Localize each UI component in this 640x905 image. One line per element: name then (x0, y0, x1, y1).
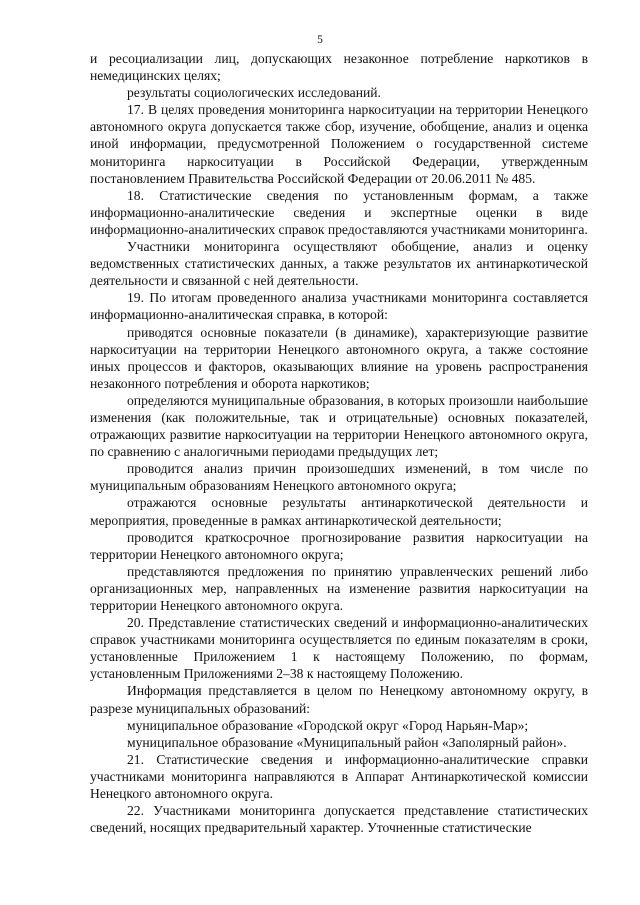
paragraph: Участники мониторинга осуществляют обобщение, анализ и оценку ведомственных статистических данных, а также результатов их антинаркотической деятельности и связанной с ней деятельности. (90, 239, 588, 289)
paragraph-item-18: 18. Статистические сведения по установленным формам, а также информационно-аналитические сведения и экспертные оценки в виде информационно-аналитических справок предоставляются участниками мониторинга. (90, 187, 588, 237)
list-item: определяются муниципальные образования, в которых произошли наибольшие изменения (как положительные, так и отрицательные) основных показателей, отражающих развитие наркоситуации на территории Ненецкого автономного округа, по сравнению с аналогичными периодами предыдущих лет; (90, 392, 588, 460)
list-item: муниципальное образование «Городской округ «Город Нарьян-Мар»; (127, 717, 529, 733)
paragraph-continuation: и ресоциализации лиц, допускающих незаконное потребление наркотиков в немедицинских целях; (90, 51, 588, 84)
paragraph-item-20: 20. Представление статистических сведений и информационно-аналитических справок участниками мониторинга осуществляется по единым показателям в сроки, установленные Приложением 1 к настоящему Положению, по формам, установленным Приложениями 2–38 к настоящему Положению. (90, 615, 588, 682)
paragraph: Информация представляется в целом по Ненецкому автономному округу, в разрезе муниципальных образований: (90, 683, 588, 716)
paragraph-item-22: 22. Участниками мониторинга допускается представление статистических сведений, носящих предварительный характер. Уточненные статистические (90, 803, 588, 836)
list-item: муниципальное образование «Муниципальный район «Заполярный район». (127, 734, 567, 750)
list-item: приводятся основные показатели (в динамике), характеризующие развитие наркоситуации на территории Ненецкого автономного округа, а также состояние иных процессов и факторов, оказывающих влияние на уровень распространения незаконного потребления и оборота наркотиков; (90, 324, 588, 391)
paragraph-item-17: 17. В целях проведения мониторинга наркоситуации на территории Ненецкого автономного округа допускается также сбор, изучение, обобщение, анализ и оценка иной информации, предусмотренной Положением о государственной системе мониторинга наркоситуации в Российской Федерации, утвержденным постановлением Правительства Российской Федерации от 20.06.2011 № 485. (90, 102, 588, 186)
list-item: отражаются основные результаты антинаркотической деятельности и мероприятия, проведенные в рамках антинаркотической деятельности; (90, 495, 588, 528)
page-number: 5 (317, 34, 323, 46)
document-body (90, 50, 588, 836)
paragraph-item-21: 21. Статистические сведения и информационно-аналитические справки участниками мониторинга направляются в Аппарат Антинаркотической комиссии Ненецкого автономного округа. (90, 751, 588, 802)
list-item: проводится анализ причин произошедших изменений, в том числе по муниципальным образованиям Ненецкого автономного округа; (90, 461, 588, 494)
list-item: представляются предложения по принятию управленческих решений либо организационных мер, направленных на изменение развития наркоситуации на территории Ненецкого автономного округа. (90, 563, 588, 613)
paragraph: результаты социологических исследований. (127, 85, 381, 101)
list-item: проводится краткосрочное прогнозирование развития наркоситуации на территории Ненецкого автономного округа; (90, 529, 588, 562)
paragraph-item-19: 19. По итогам проведенного анализа участниками мониторинга составляется информационно-аналитическая справка, в которой: (90, 290, 588, 323)
